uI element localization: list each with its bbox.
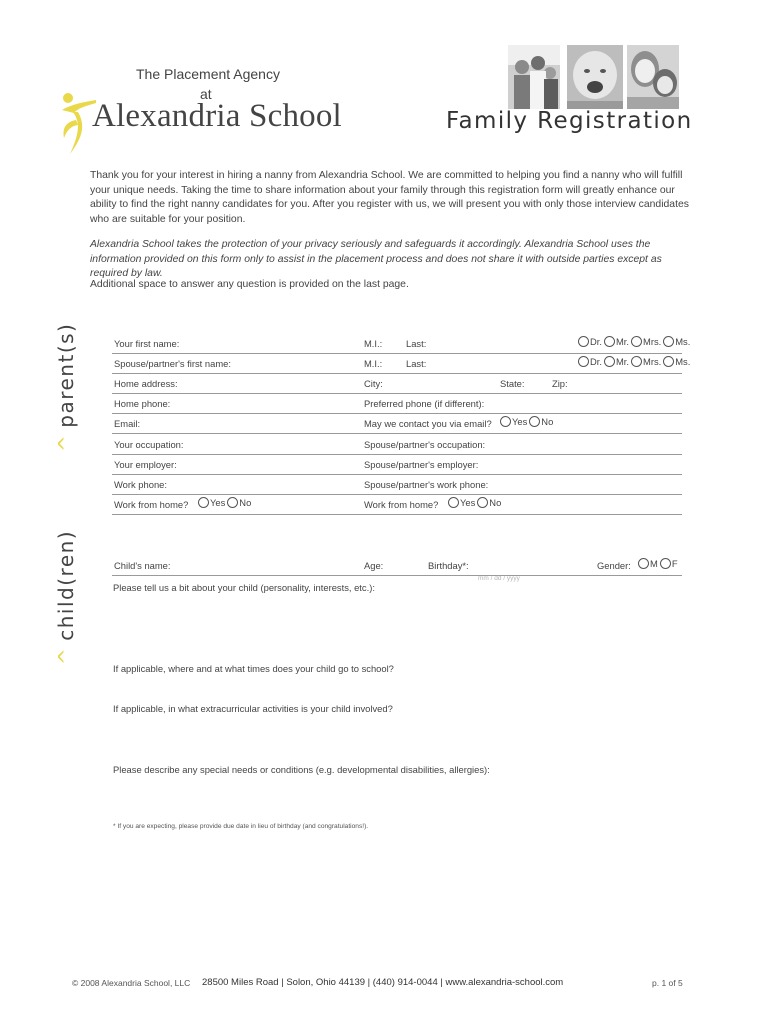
gender-m-label: M (650, 558, 658, 569)
age-label: Age: (364, 560, 384, 571)
agency-line-2: at (200, 86, 212, 102)
last-name-label: Last: (406, 338, 427, 349)
work-from-home-yes-radio[interactable] (198, 497, 209, 508)
question-activities: If applicable, in what extracurricular activities is your child involved? (113, 703, 393, 714)
title-mr-label: Mr. (615, 336, 630, 347)
copyright: © 2008 Alexandria School, LLC (72, 978, 191, 988)
employer-row[interactable] (112, 459, 682, 475)
home-phone-label: Home phone: (114, 398, 171, 409)
occupation-row[interactable] (112, 439, 682, 455)
gender-m-radio[interactable] (638, 558, 649, 569)
title-dr-radio[interactable] (578, 336, 589, 347)
birthday-label: Birthday*: (428, 560, 469, 571)
work-phone-label: Work phone: (114, 479, 167, 490)
family-photo (508, 45, 560, 109)
gender-f-radio[interactable] (660, 558, 671, 569)
spouse-title-ms-radio[interactable] (663, 356, 674, 367)
home-address-row[interactable] (112, 378, 682, 394)
question-about-child: Please tell us a bit about your child (personality, interests, etc.): (113, 582, 375, 593)
spouse-work-from-home-yes-radio[interactable] (448, 497, 459, 508)
parents-label-text: parent(s) (54, 322, 78, 428)
child-name-row[interactable] (112, 560, 682, 576)
due-date-footnote: * If you are expecting, please provide due date in lieu of birthday (and congratulations!). (113, 823, 369, 830)
form-title: Family Registration (446, 108, 693, 134)
spouse-title-ms-label: Ms. (675, 356, 691, 367)
city-label: City: (364, 378, 383, 389)
spouse-title-mr-label: Mr. (615, 356, 630, 367)
privacy-notice: Alexandria School takes the protection of your privacy seriously and safeguards it accordingly. Alexandria School uses the information provided on this form only to assist in the placement process and does not share it with outside parties except as required by law. (90, 239, 662, 279)
work-phone-row[interactable] (112, 479, 682, 495)
question-school: If applicable, where and at what times does your child go to school? (113, 663, 394, 674)
spouse-work-phone-label: Spouse/partner's work phone: (364, 479, 489, 490)
spouse-title-mr-radio[interactable] (604, 356, 615, 367)
work-from-home-no-label: No (239, 497, 252, 508)
email-label: Email: (114, 418, 141, 429)
work-from-home-radios (198, 497, 253, 508)
contact-email-label: May we contact you via email? (364, 418, 492, 429)
page-number: p. 1 of 5 (652, 978, 683, 988)
work-from-home-no-radio[interactable] (227, 497, 238, 508)
title-mr-radio[interactable] (604, 336, 615, 347)
gender-radios (638, 558, 680, 569)
mi-label: M.I.: (364, 338, 383, 349)
baby-photo (567, 45, 623, 109)
first-name-row[interactable] (112, 336, 691, 354)
title-dr-label: Dr. (590, 336, 602, 347)
title-mrs-radio[interactable] (631, 336, 642, 347)
spouse-title-mrs-label: Mrs. (643, 356, 662, 367)
spouse-title-radios (578, 356, 692, 367)
caret-icon: ^ (54, 646, 78, 665)
additional-space-note: Additional space to answer any question is provided on the last page. (90, 279, 409, 290)
spouse-work-from-home-no-label: No (489, 497, 502, 508)
spouse-work-from-home-radios (448, 497, 503, 508)
spouse-first-name-label: Spouse/partner's first name: (114, 358, 231, 369)
parent-title-radios (578, 336, 692, 347)
contact-email-no-radio[interactable] (529, 416, 540, 427)
spouse-occupation-label: Spouse/partner's occupation: (364, 439, 486, 450)
spouse-work-from-home-yes-label: Yes (460, 497, 476, 508)
birthday-format-hint: mm / dd / yyyy (478, 575, 520, 582)
home-address-label: Home address: (114, 378, 178, 389)
spouse-last-name-label: Last: (406, 358, 427, 369)
contact-email-no-label: No (541, 416, 554, 427)
work-from-home-yes-label: Yes (210, 497, 226, 508)
children-label-text: child(ren) (54, 529, 78, 641)
parents-section-label (54, 323, 78, 452)
occupation-label: Your occupation: (114, 439, 184, 450)
email-row[interactable] (112, 418, 682, 434)
spouse-title-dr-radio[interactable] (578, 356, 589, 367)
spouse-employer-label: Spouse/partner's employer: (364, 459, 479, 470)
school-name: Alexandria School (92, 98, 342, 134)
preferred-phone-label: Preferred phone (if different): (364, 398, 485, 409)
mother-child-photo (627, 45, 679, 109)
work-from-home-row[interactable] (112, 499, 682, 515)
gender-f-label: F (671, 558, 678, 569)
spouse-work-from-home-no-radio[interactable] (477, 497, 488, 508)
spouse-title-mrs-radio[interactable] (631, 356, 642, 367)
children-section-label (54, 530, 78, 665)
employer-label: Your employer: (114, 459, 177, 470)
agency-line-1: The Placement Agency (136, 66, 280, 82)
contact-email-yes-radio[interactable] (500, 416, 511, 427)
work-from-home-label: Work from home? (114, 499, 189, 510)
gender-label: Gender: (597, 560, 631, 571)
contact-email-radios (500, 416, 555, 427)
caret-icon: ^ (54, 433, 78, 452)
title-ms-radio[interactable] (663, 336, 674, 347)
intro-paragraph: Thank you for your interest in hiring a nanny from Alexandria School. We are committed to helping you find a nanny who will fulfill your unique needs. Taking the time to share information about your family through this registration form will greatly enhance our ability to find the right nanny candidates for you. After you register with us, we will present you with only those interview candidates who are suitable for your position. (90, 170, 689, 225)
first-name-label: Your first name: (114, 338, 180, 349)
spouse-first-name-row[interactable] (112, 356, 691, 374)
zip-label: Zip: (552, 378, 568, 389)
child-name-label: Child's name: (114, 560, 171, 571)
spouse-mi-label: M.I.: (364, 358, 383, 369)
home-phone-row[interactable] (112, 398, 682, 414)
question-special-needs: Please describe any special needs or conditions (e.g. developmental disabilities, allergies): (113, 764, 490, 775)
title-mrs-label: Mrs. (643, 336, 662, 347)
spouse-title-dr-label: Dr. (590, 356, 602, 367)
contact-email-yes-label: Yes (512, 416, 528, 427)
footer-address: 28500 Miles Road | Solon, Ohio 44139 | (440) 914-0044 | www.alexandria-school.com (202, 977, 564, 988)
spouse-work-from-home-label: Work from home? (364, 499, 439, 510)
state-label: State: (500, 378, 525, 389)
title-ms-label: Ms. (675, 336, 691, 347)
